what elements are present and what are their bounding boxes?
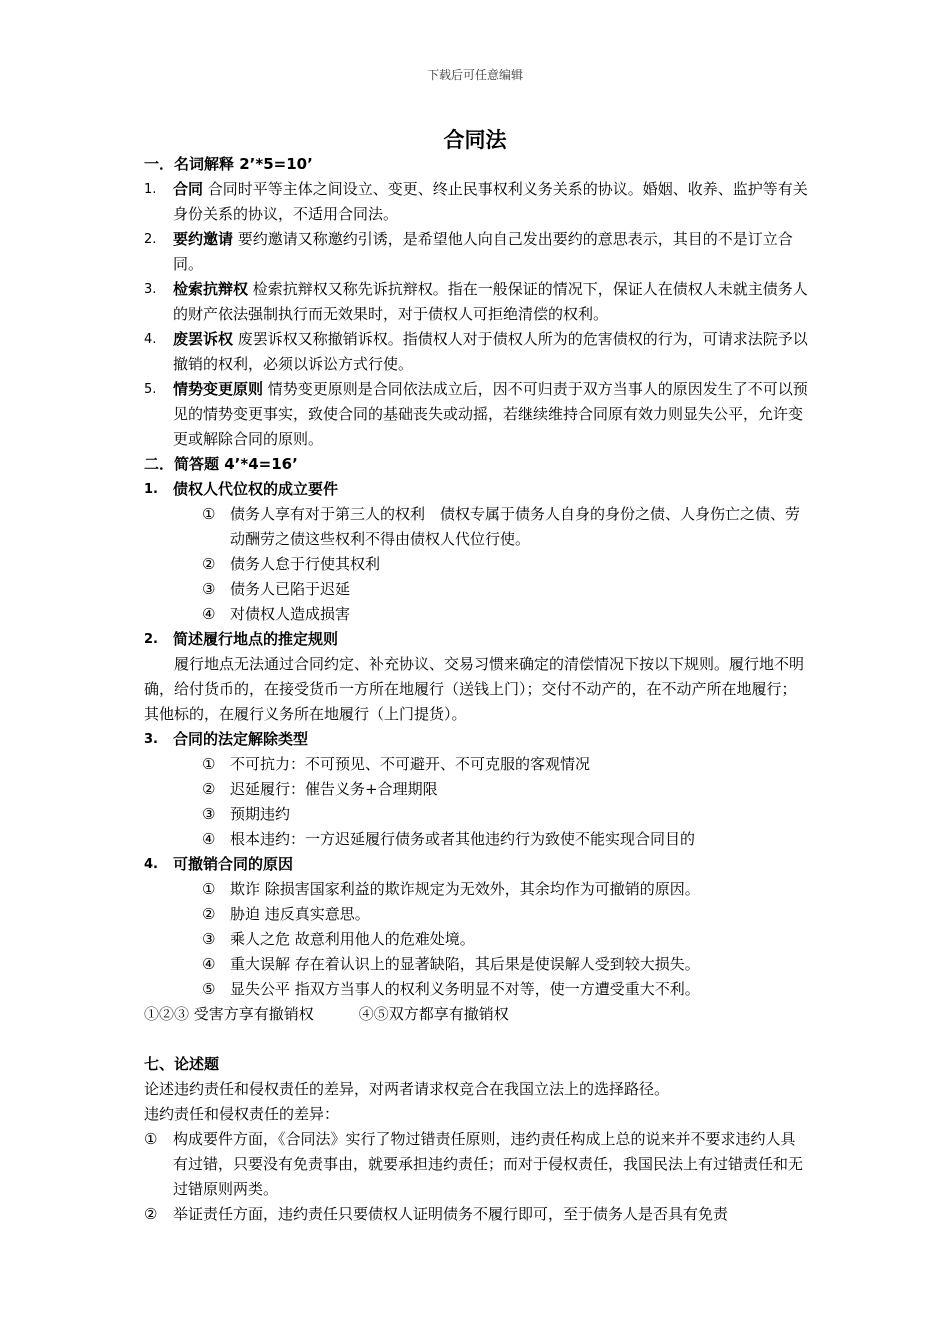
question-title: 合同的法定解除类型 bbox=[173, 730, 309, 748]
essay-intro: 违约责任和侵权责任的差异： bbox=[144, 1105, 340, 1123]
list-marker: ④ bbox=[202, 955, 216, 973]
term-item bbox=[144, 327, 809, 377]
term-definition: 要约邀请又称邀约引诱，是希望他人向自己发出要约的意思表示，其目的不是订立合同。 bbox=[173, 230, 793, 273]
page-header: 下载后可任意编辑 bbox=[426, 68, 523, 82]
spacer bbox=[144, 1027, 809, 1052]
list-marker: ① bbox=[202, 880, 216, 898]
section-heading: 一．名词解释 2’*5=10’ bbox=[144, 155, 313, 173]
item-number: 4. bbox=[144, 332, 157, 347]
term-name: 检索抗辩权 bbox=[173, 280, 249, 298]
term-name: 要约邀请 bbox=[173, 230, 234, 248]
term-item bbox=[144, 377, 809, 452]
list-marker: ① bbox=[202, 505, 216, 523]
list-text: 显失公平 指双方当事人的权利义务明显不对等，使一方遭受重大不利。 bbox=[230, 980, 700, 998]
question-heading bbox=[144, 627, 809, 652]
term-item bbox=[144, 277, 809, 327]
list-marker: ① bbox=[144, 1130, 158, 1148]
list-item bbox=[144, 1127, 809, 1202]
list-item bbox=[144, 577, 809, 602]
list-marker: ② bbox=[202, 780, 216, 798]
term-definition: 废罢诉权又称撤销诉权。指债权人对于债权人所为的危害债权的行为，可请求法院予以撤销的权利，必须以诉讼方式行使。 bbox=[173, 330, 808, 373]
list-item bbox=[144, 952, 809, 977]
question-number: 3. bbox=[144, 732, 158, 747]
summary-line: ①②③ 受害方享有撤销权 ④⑤双方都享有撤销权 bbox=[144, 1005, 509, 1023]
list-text: 胁迫 违反真实意思。 bbox=[230, 905, 370, 923]
item-number: 1. bbox=[144, 182, 157, 197]
question-number: 2. bbox=[144, 632, 158, 647]
list-text: 债务人怠于行使其权利 bbox=[230, 555, 381, 573]
item-number: 3. bbox=[144, 282, 157, 297]
list-item bbox=[144, 877, 809, 902]
essay-question: 论述违约责任和侵权责任的差异，对两者请求权竞合在我国立法上的选择路径。 bbox=[144, 1080, 670, 1098]
list-text: 构成要件方面，《合同法》实行了物过错责任原则，违约责任构成上总的说来并不要求违约人具有过错，只要没有免责事由，就要承担违约责任；而对于侵权责任，我国民法上有过错责任和无过错原则两类。 bbox=[173, 1130, 804, 1198]
list-item bbox=[144, 977, 809, 1002]
list-item bbox=[144, 1202, 809, 1227]
item-number: 2. bbox=[144, 232, 157, 247]
list-item bbox=[144, 552, 809, 577]
item-number: 5. bbox=[144, 382, 157, 397]
list-marker: ② bbox=[202, 555, 216, 573]
term-name: 废罢诉权 bbox=[173, 330, 234, 348]
list-marker: ① bbox=[202, 755, 216, 773]
list-marker: ③ bbox=[202, 930, 216, 948]
list-marker: ④ bbox=[202, 830, 216, 848]
list-text: 债务人享有对于第三人的权利 债权专属于债务人自身的身份之债、人身伤亡之债、劳动酬劳之债这些权利不得由债权人代位行使。 bbox=[230, 505, 801, 548]
list-marker: ② bbox=[202, 905, 216, 923]
list-marker: ③ bbox=[202, 580, 216, 598]
question-heading bbox=[144, 477, 809, 502]
list-item bbox=[144, 827, 809, 852]
term-definition: 检索抗辩权又称先诉抗辩权。指在一般保证的情况下，保证人在债权人未就主债务人的财产依法强制执行而无效果时，对于债权人可拒绝清偿的权利。 bbox=[173, 280, 808, 323]
question-title: 可撤销合同的原因 bbox=[173, 855, 294, 873]
document-body bbox=[144, 152, 809, 1227]
term-name: 情势变更原则 bbox=[173, 380, 264, 398]
list-text: 根本违约：一方迟延履行债务或者其他违约行为致使不能实现合同目的 bbox=[230, 830, 696, 848]
list-text: 预期违约 bbox=[230, 805, 291, 823]
question-heading bbox=[144, 727, 809, 752]
list-marker: ⑤ bbox=[202, 980, 216, 998]
list-text: 乘人之危 故意利用他人的危难处境。 bbox=[230, 930, 475, 948]
list-text: 重大误解 存在着认识上的显著缺陷，其后果是使误解人受到较大损失。 bbox=[230, 955, 700, 973]
term-definition: 情势变更原则是合同依法成立后，因不可归责于双方当事人的原因发生了不可以预见的情势变更事实，致使合同的基础丧失或动摇，若继续维持合同原有效力则显失公平，允许变更或解除合同的原则。 bbox=[173, 380, 808, 448]
list-item bbox=[144, 902, 809, 927]
list-item bbox=[144, 602, 809, 627]
answer-paragraph: 履行地点无法通过合同约定、补充协议、交易习惯来确定的清偿情况下按以下规则。履行地不明确，给付货币的，在接受货币一方所在地履行（送钱上门）；交付不动产的，在不动产所在地履行；其他标的，在履行义务所在地履行（上门提货）。 bbox=[144, 655, 805, 723]
term-name: 合同 bbox=[173, 180, 204, 198]
list-marker: ② bbox=[144, 1205, 158, 1223]
section-heading: 七、论述题 bbox=[144, 1055, 220, 1073]
question-heading bbox=[144, 852, 809, 877]
term-item bbox=[144, 227, 809, 277]
term-item bbox=[144, 177, 809, 227]
section-heading: 二．简答题 4’*4=16’ bbox=[144, 455, 298, 473]
question-title: 简述履行地点的推定规则 bbox=[173, 630, 339, 648]
list-item bbox=[144, 802, 809, 827]
list-item bbox=[144, 927, 809, 952]
list-text: 欺诈 除损害国家利益的欺诈规定为无效外，其余均作为可撤销的原因。 bbox=[230, 880, 700, 898]
question-number: 4. bbox=[144, 857, 158, 872]
list-item bbox=[144, 777, 809, 802]
list-text: 举证责任方面，违约责任只要债权人证明债务不履行即可，至于债务人是否具有免责 bbox=[173, 1205, 729, 1223]
list-text: 迟延履行：催告义务+合理期限 bbox=[230, 780, 438, 798]
list-text: 不可抗力：不可预见、不可避开、不可克服的客观情况 bbox=[230, 755, 591, 773]
term-definition: 合同时平等主体之间设立、变更、终止民事权利义务关系的协议。婚姻、收养、监护等有关身份关系的协议，不适用合同法。 bbox=[173, 180, 808, 223]
list-marker: ③ bbox=[202, 805, 216, 823]
list-item bbox=[144, 502, 809, 552]
document-title: 合同法 bbox=[443, 128, 507, 152]
list-marker: ④ bbox=[202, 605, 216, 623]
question-title: 债权人代位权的成立要件 bbox=[173, 480, 339, 498]
list-text: 债务人已陷于迟延 bbox=[230, 580, 351, 598]
question-number: 1. bbox=[144, 482, 158, 497]
list-text: 对债权人造成损害 bbox=[230, 605, 351, 623]
list-item bbox=[144, 752, 809, 777]
